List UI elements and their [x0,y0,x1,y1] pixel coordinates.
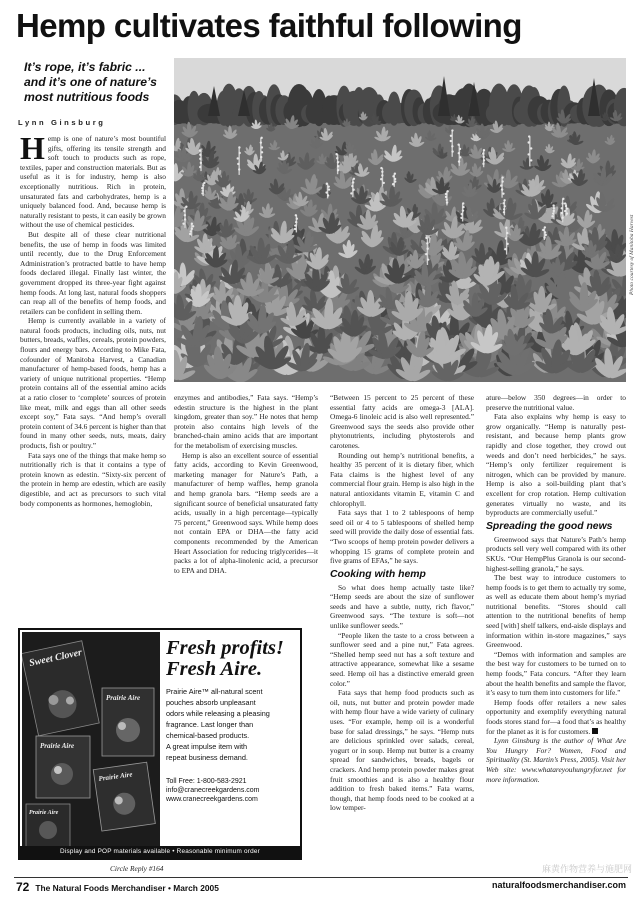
article-column-2 [174,393,318,617]
deck-line: and it’s one of nature’s [24,75,157,89]
photo-credit: Photo courtesy of Manitoba Harvest [629,214,635,295]
ad-body-line: repeat business demand. [166,753,248,762]
watermark: 麻黄作物营养与施肥网 [541,864,632,874]
ad-body-line: chemical-based products. [166,731,250,740]
article-paragraph: Rounding out hemp’s nutritional benefits, a healthy 35 percent of it is dietary fiber, which Fata claims is the highest level of any commercial flour grain. Hemp is also high in the natural antioxidants vitamin E, vitamin C and chlorophyll. [330,450,474,508]
publication-url[interactable]: naturalfoodsmerchandiser.com [491,880,626,890]
article-paragraph: Fata also explains why hemp is easy to grow organically. “Hemp is naturally pest-resistant, and because hemp plants grow rapidly and close together, they crowd out weeds and don’t need herbicides,” he says. “Hemp’s only fertilizer requirement is nitrogen, which can be provided by manure. Hemp is also a soil-building plant that’s excellent for crop rotation. Hemp cultivation generates virtually no waste, and its byproducts are commercially useful.” [486,412,626,518]
page-footer-left [16,880,219,894]
article-headline: Hemp cultivates faithful following [16,7,522,44]
prairie-aire-package [26,804,70,848]
ad-package-label: Prairie Aire [29,810,59,816]
ad-phone[interactable]: Toll Free: 1-800-583-2921 [166,778,247,785]
article-paragraph: “Demos with information and samples are the best way for customers to be turned on to hemp foods,” Fata concurs. “After they learn about the health benefits and sample the flavor, it’s easy to turn them into customers for life.” [486,649,626,698]
ad-product-illustration [22,632,160,850]
page-number: 72 [16,880,30,894]
ad-website[interactable]: www.cranecreekgardens.com [166,796,258,804]
end-mark-icon [592,728,598,734]
hemp-field-photo [174,58,626,382]
drop-cap: H [20,134,45,166]
article-paragraph: Hemp is also an excellent source of essential fatty acids, according to Kevin Greenwood, marketing manager for Nature’s Path, a manufacturer of hemp waffles, hemp granola and hemp granola bars. “Hemp seeds are a significant source of beneficial unsaturated fatty acids, usually in a high percentage—typically 75 percent,” Greenwood says. While hemp does not contain EPA or DHA—the fatty acid components recommended by the American Heart Association for reducing triglycerides—it packs a lot of alpha-linolenic acid, a precursor to EPA and DHA. [174,450,318,575]
ad-product-panel [22,632,160,850]
hemp-field-photo-image [174,58,626,382]
article-paragraph: Fata says that hemp food products such as oil, nuts, nut butter and protein powder made with hemp flour have a wide variety of culinary uses. “For example, hemp oil is a wonderful base for salad dressings,” he says. “Hemp nuts are delicious sprinkled over salads, cereal, yogurt or in soup. Hemp nut butter is a creamy spread for sandwiches, breads, bagels or crackers. And hemp protein powder makes great fruit smoothies and is also a healthy flour addition to fresh baked items.” Fata warns, though, that hemp foods need to be cooked at a low temper- [330,688,474,813]
author-byline: Lynn Ginsburg [18,118,106,127]
article-paragraph: So what does hemp actually taste like? “Hemp seeds are about the size of sunflower seeds and have a subtle, nutty, rich flavor,” Greenwood says. “The texture is soft—not unlike sunflower seeds.” [330,582,474,631]
article-paragraph: “People liken the taste to a cross between a sunflower seed and a pine nut,” Fata agrees. “Shelled hemp seed nut has a soft texture and attractive appearance, somewhat like a sesame seed. Hemp oil has a distinctive emerald green color.” [330,630,474,688]
ad-body-line: Prairie Aire™ all-natural scent [166,687,263,696]
ad-body-line: A great impulse item with [166,742,248,751]
article-paragraph: Hemp is currently available in a variety of natural foods products, including oils, nuts, nut butters, breads, waffles, cereals, protein powders, flours and energy bars. According to Mike Fata, cofounder of Manitoba Harvest, a Canadian manufacturer of hemp-based foods, hemp has a variety of unique nutritional properties. “Hemp protein contains all of the essential amino acids at a ratio closer to ‘complete’ sources of protein like meat, milk and eggs than all other seeds except soy,” Fata says. “And hemp’s overall protein content of 34.6 percent is higher than that found in many other seeds, nuts, meats, dairy products, fish or poultry.” [20,316,166,450]
sweet-clover-package [22,641,99,736]
ad-headline [166,638,300,680]
ad-headline-line: Fresh profits! [166,637,284,659]
article-paragraph [20,134,166,230]
ad-package-label: Sweet Clover [28,647,83,670]
ad-contact [166,777,300,805]
advertisement[interactable] [18,628,302,860]
ad-copy [166,638,300,805]
article-paragraph [486,698,626,736]
publication-line: The Natural Foods Merchandiser • March 2005 [35,883,219,893]
author-bio: Lynn Ginsburg is the author of What Are You Hungry For? Women, Food and Spirituality (St. Martin’s Press, 2005). Visit her Web site: www.whatareyouhungryfor.net for more information. [486,736,626,784]
article-paragraph: Fata says one of the things that make hemp so nutritionally rich is that it contains a type of protein known as edestin. “Sixty-six percent of the protein in hemp are edestin, which are easily digestible, and act as precursors to such vital body components as hormones, hemoglobin, [20,450,166,508]
ad-body-line: pouches absorb unpleasant [166,698,256,707]
article-paragraph: Fata says that 1 to 2 tablespoons of hemp seed oil or 4 to 5 tablespoons of shelled hemp seed will provide the daily dose of essential fats. “Two scoops of hemp protein powder delivers a whopping 15 grams of complete protein and five grams of EFAs,” he says. [330,508,474,566]
article-column-3 [330,393,474,885]
ad-body-line: fragrance. Last longer than [166,720,254,729]
footer-rule [14,877,628,878]
ad-package-label: Prairie Aire [98,770,133,783]
article-paragraph: The best way to introduce customers to hemp foods is to get them to actually try some, as well as educate them about hemp’s myriad nutritional benefits. “Stores should call attention to the nutritional benefits of hemp seed [with] shelf talkers, end-aisle displays and information within in-store magazines,” says Greenwood. [486,573,626,650]
ad-email[interactable]: info@cranecreekgardens.com [166,787,260,795]
article-deck [24,60,174,105]
ad-footer-strip: Display and POP materials available • Reasonable minimum order [20,846,300,858]
article-paragraph: “Between 15 percent to 25 percent of these essential fatty acids are omega-3 [ALA]. Omega-6 linoleic acid is also well represented.” Greenwood says the seeds also provide other phytonutrients, including phytosterols and carotenes. [330,393,474,450]
article-paragraph: enzymes and antibodies,” Fata says. “Hemp’s edestin structure is the highest in the plant kingdom, greater than soy.” He notes that hemp protein also contains high levels of the branched-chain amino acids that are important for the metabolism of exercising muscles. [174,393,318,450]
deck-line: most nutritious foods [24,90,150,104]
ad-body-line: odors while releasing a pleasing [166,709,270,718]
article-paragraph: But despite all of these clear nutritional benefits, the use of hemp in foods was limited until recently, due to the Drug Enforcement Administration’s protracted battle to have hemp foods declared illegal. Finally last winter, the government dropped its three-year fight against hemp foods. At long last, natural foods shoppers can reap all of the benefits of hemp foods, and retailers can be confident in selling them. [20,229,166,316]
ad-headline-line: Fresh Aire. [166,658,263,680]
article-column-4 [486,393,626,885]
article-paragraph: Greenwood says that Nature’s Path’s hemp products sell very well compared with its other SKUs. “Our HempPlus Granola is our second-highest-selling granola,” he says. [486,534,626,573]
article-column-1 [20,134,166,620]
deck-line: It’s rope, it’s fabric ... [24,60,146,74]
paragraph-text: emp is one of nature’s most bountiful gifts, offering its tensile strength and soft touch to products such as rope, textiles, paper and construction materials. But as useful as it is for industry, hemp is also exceptionally nutritious. Rich in protein, unsaturated fats and carbohydrates, hemp is a uniquely balanced food. And, because hemp is naturally resistant to pests, it can easily be grown without the use of chemical pesticides. [20,134,166,230]
paragraph-text: Hemp foods offer retailers a new sales opportunity and exemplify everything natural foods stores stand for—a food that’s as healthy for the planet as it is for customers. [486,697,626,736]
subhead-spreading: Spreading the good news [486,520,613,532]
ad-package-label: Prairie Aire [40,742,75,750]
prairie-aire-package [93,762,155,831]
prairie-aire-package [36,736,90,798]
ad-package-label: Prairie Aire [106,694,141,702]
ad-body-text [166,686,300,763]
prairie-aire-package [102,688,154,756]
subhead-cooking: Cooking with hemp [330,568,426,580]
article-paragraph: ature—below 350 degrees—in order to preserve the nutritional value. [486,393,626,412]
reader-reply-number: Circle Reply #164 [110,864,164,873]
